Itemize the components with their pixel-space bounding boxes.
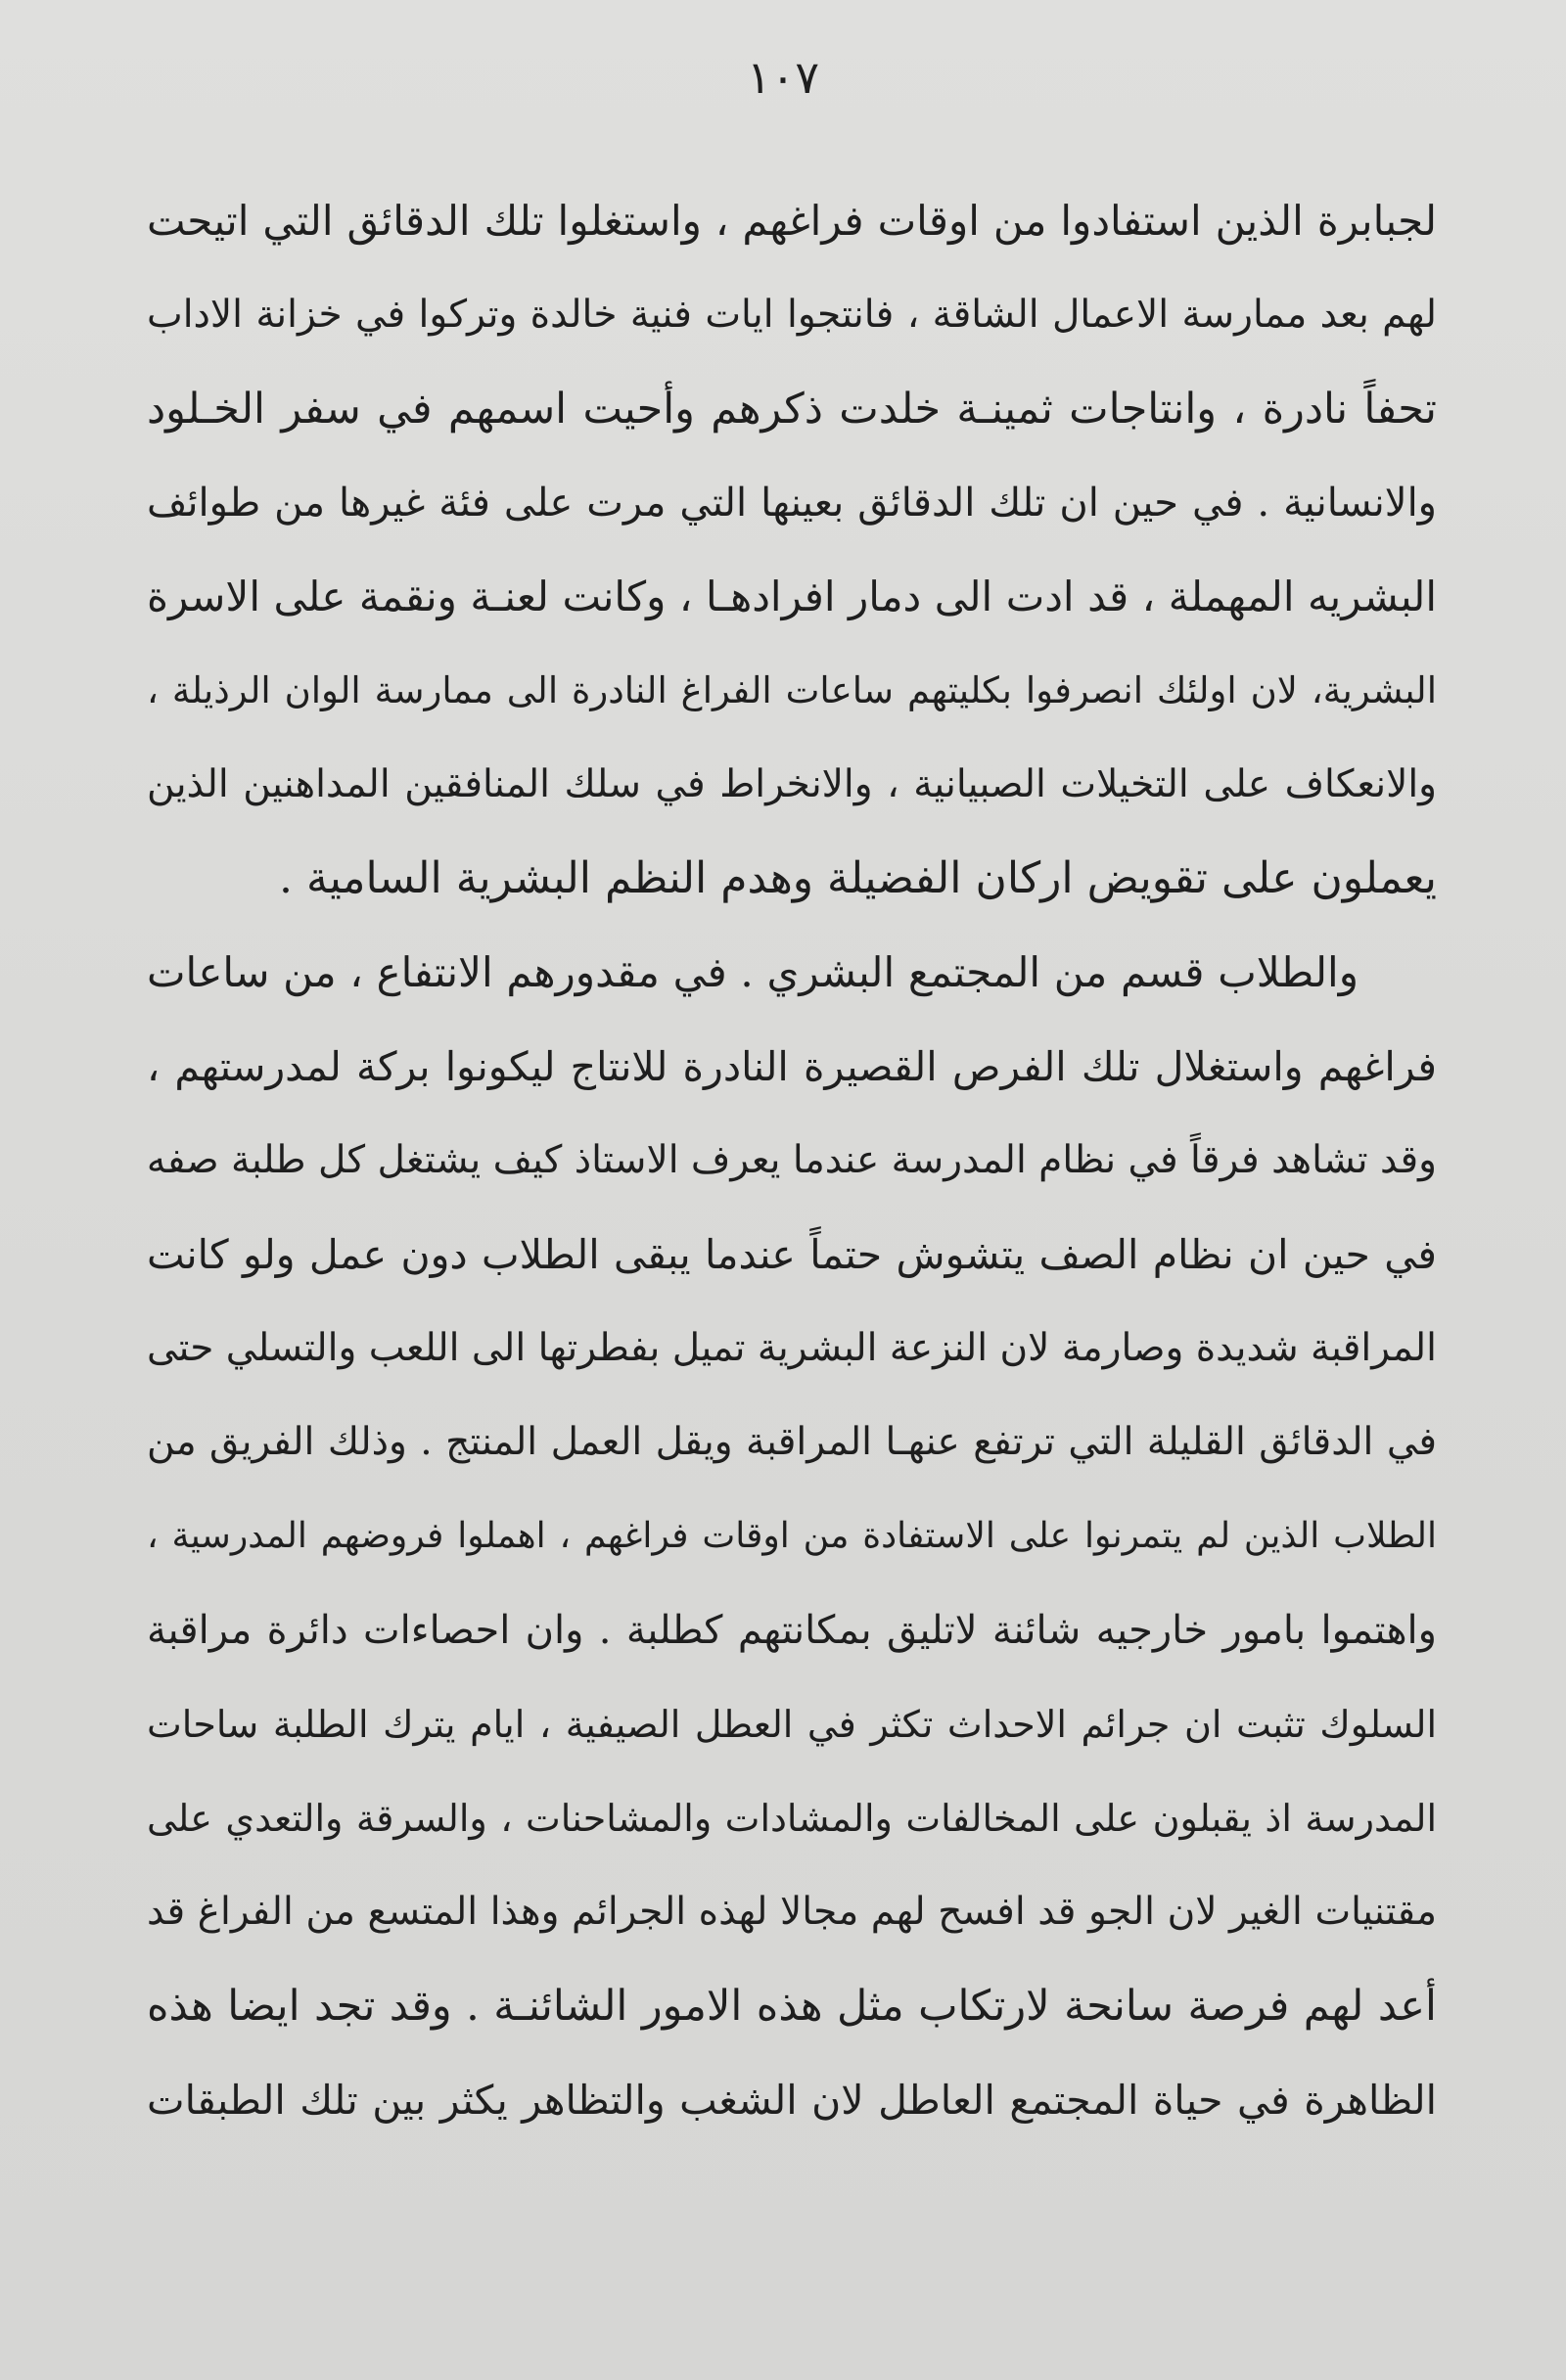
text-line: الظاهرة في حياة المجتمع العاطل لان الشغب والتظاهر يكثر بين تلك الطبقات [147,2077,1437,2124]
text-line: أعد لهم فرصة سانحة لارتكاب مثل هذه الامور الشائنـة . وقد تجد ايضا هذه [147,1982,1437,2031]
text-line: والانعكاف على التخيلات الصبيانية ، والانخراط في سلك المنافقين المداهنين الذين [147,762,1437,806]
text-line: السلوك تثبت ان جرائم الاحداث تكثر في العطل الصيفية ، ايام يترك الطلبة ساحات [147,1703,1437,1746]
text-line: واهتموا بامور خارجيه شائنة لاتليق بمكانتهم كطلبة . وان احصاءات دائرة مراقبة [147,1608,1437,1653]
text-line: لهم بعد ممارسة الاعمال الشاقة ، فانتجوا ايات فنية خالدة وتركوا في خزانة الاداب [147,293,1437,337]
text-line: البشرية، لان اولئك انصرفوا بكليتهم ساعات الفراغ النادرة الى ممارسة الوان الرذيلة ، [147,669,1437,711]
text-line: لجبابرة الذين استفادوا من اوقات فراغهم ، واستغلوا تلك الدقائق التي اتيحت [147,197,1437,245]
page-number: ١٠٧ [746,51,820,104]
text-line: فراغهم واستغلال تلك الفرص القصيرة النادرة للانتاج ليكونوا بركة لمدرستهم ، [147,1043,1437,1090]
paragraph-start-line: والطلاب قسم من المجتمع البشري . في مقدورهم الانتفاع ، من ساعات [147,948,1359,996]
text-line: تحفاً نادرة ، وانتاجات ثمينـة خلدت ذكرهم وأحيت اسمهم في سفر الخـلود [147,385,1437,434]
text-line: وقد تشاهد فرقاً في نظام المدرسة عندما يعرف الاستاذ كيف يشتغل كل طلبة صفه [147,1138,1437,1182]
text-line: في الدقائق القليلة التي ترتفع عنهـا المراقبة ويقل العمل المنتج . وذلك الفريق من [147,1420,1437,1464]
paragraph-end-line: يعملون على تقويض اركان الفضيلة وهدم النظم البشرية السامية . [279,853,1437,903]
text-line: المراقبة شديدة وصارمة لان النزعة البشرية تميل بفطرتها الى اللعب والتسلي حتى [147,1326,1437,1370]
text-line: في حين ان نظام الصف يتشوش حتماً عندما يبقى الطلاب دون عمل ولو كانت [147,1231,1437,1278]
text-line: البشريه المهملة ، قد ادت الى دمار افرادهـا ، وكانت لعنـة ونقمة على الاسرة [147,572,1437,620]
text-line: مقتنيات الغير لان الجو قد افسح لهم مجالا لهذه الجرائم وهذا المتسع من الفراغ قد [147,1890,1437,1934]
text-line: الطلاب الذين لم يتمرنوا على الاستفادة من اوقات فراغهم ، اهملوا فروضهم المدرسية ، [147,1516,1437,1556]
text-line: والانسانية . في حين ان تلك الدقائق بعينها التي مرت على فئة غيرها من طوائف [147,481,1437,526]
body-text [147,174,1437,2147]
text-line: المدرسة اذ يقبلون على المخالفات والمشادات والمشاحنات ، والسرقة والتعدي على [147,1797,1437,1840]
